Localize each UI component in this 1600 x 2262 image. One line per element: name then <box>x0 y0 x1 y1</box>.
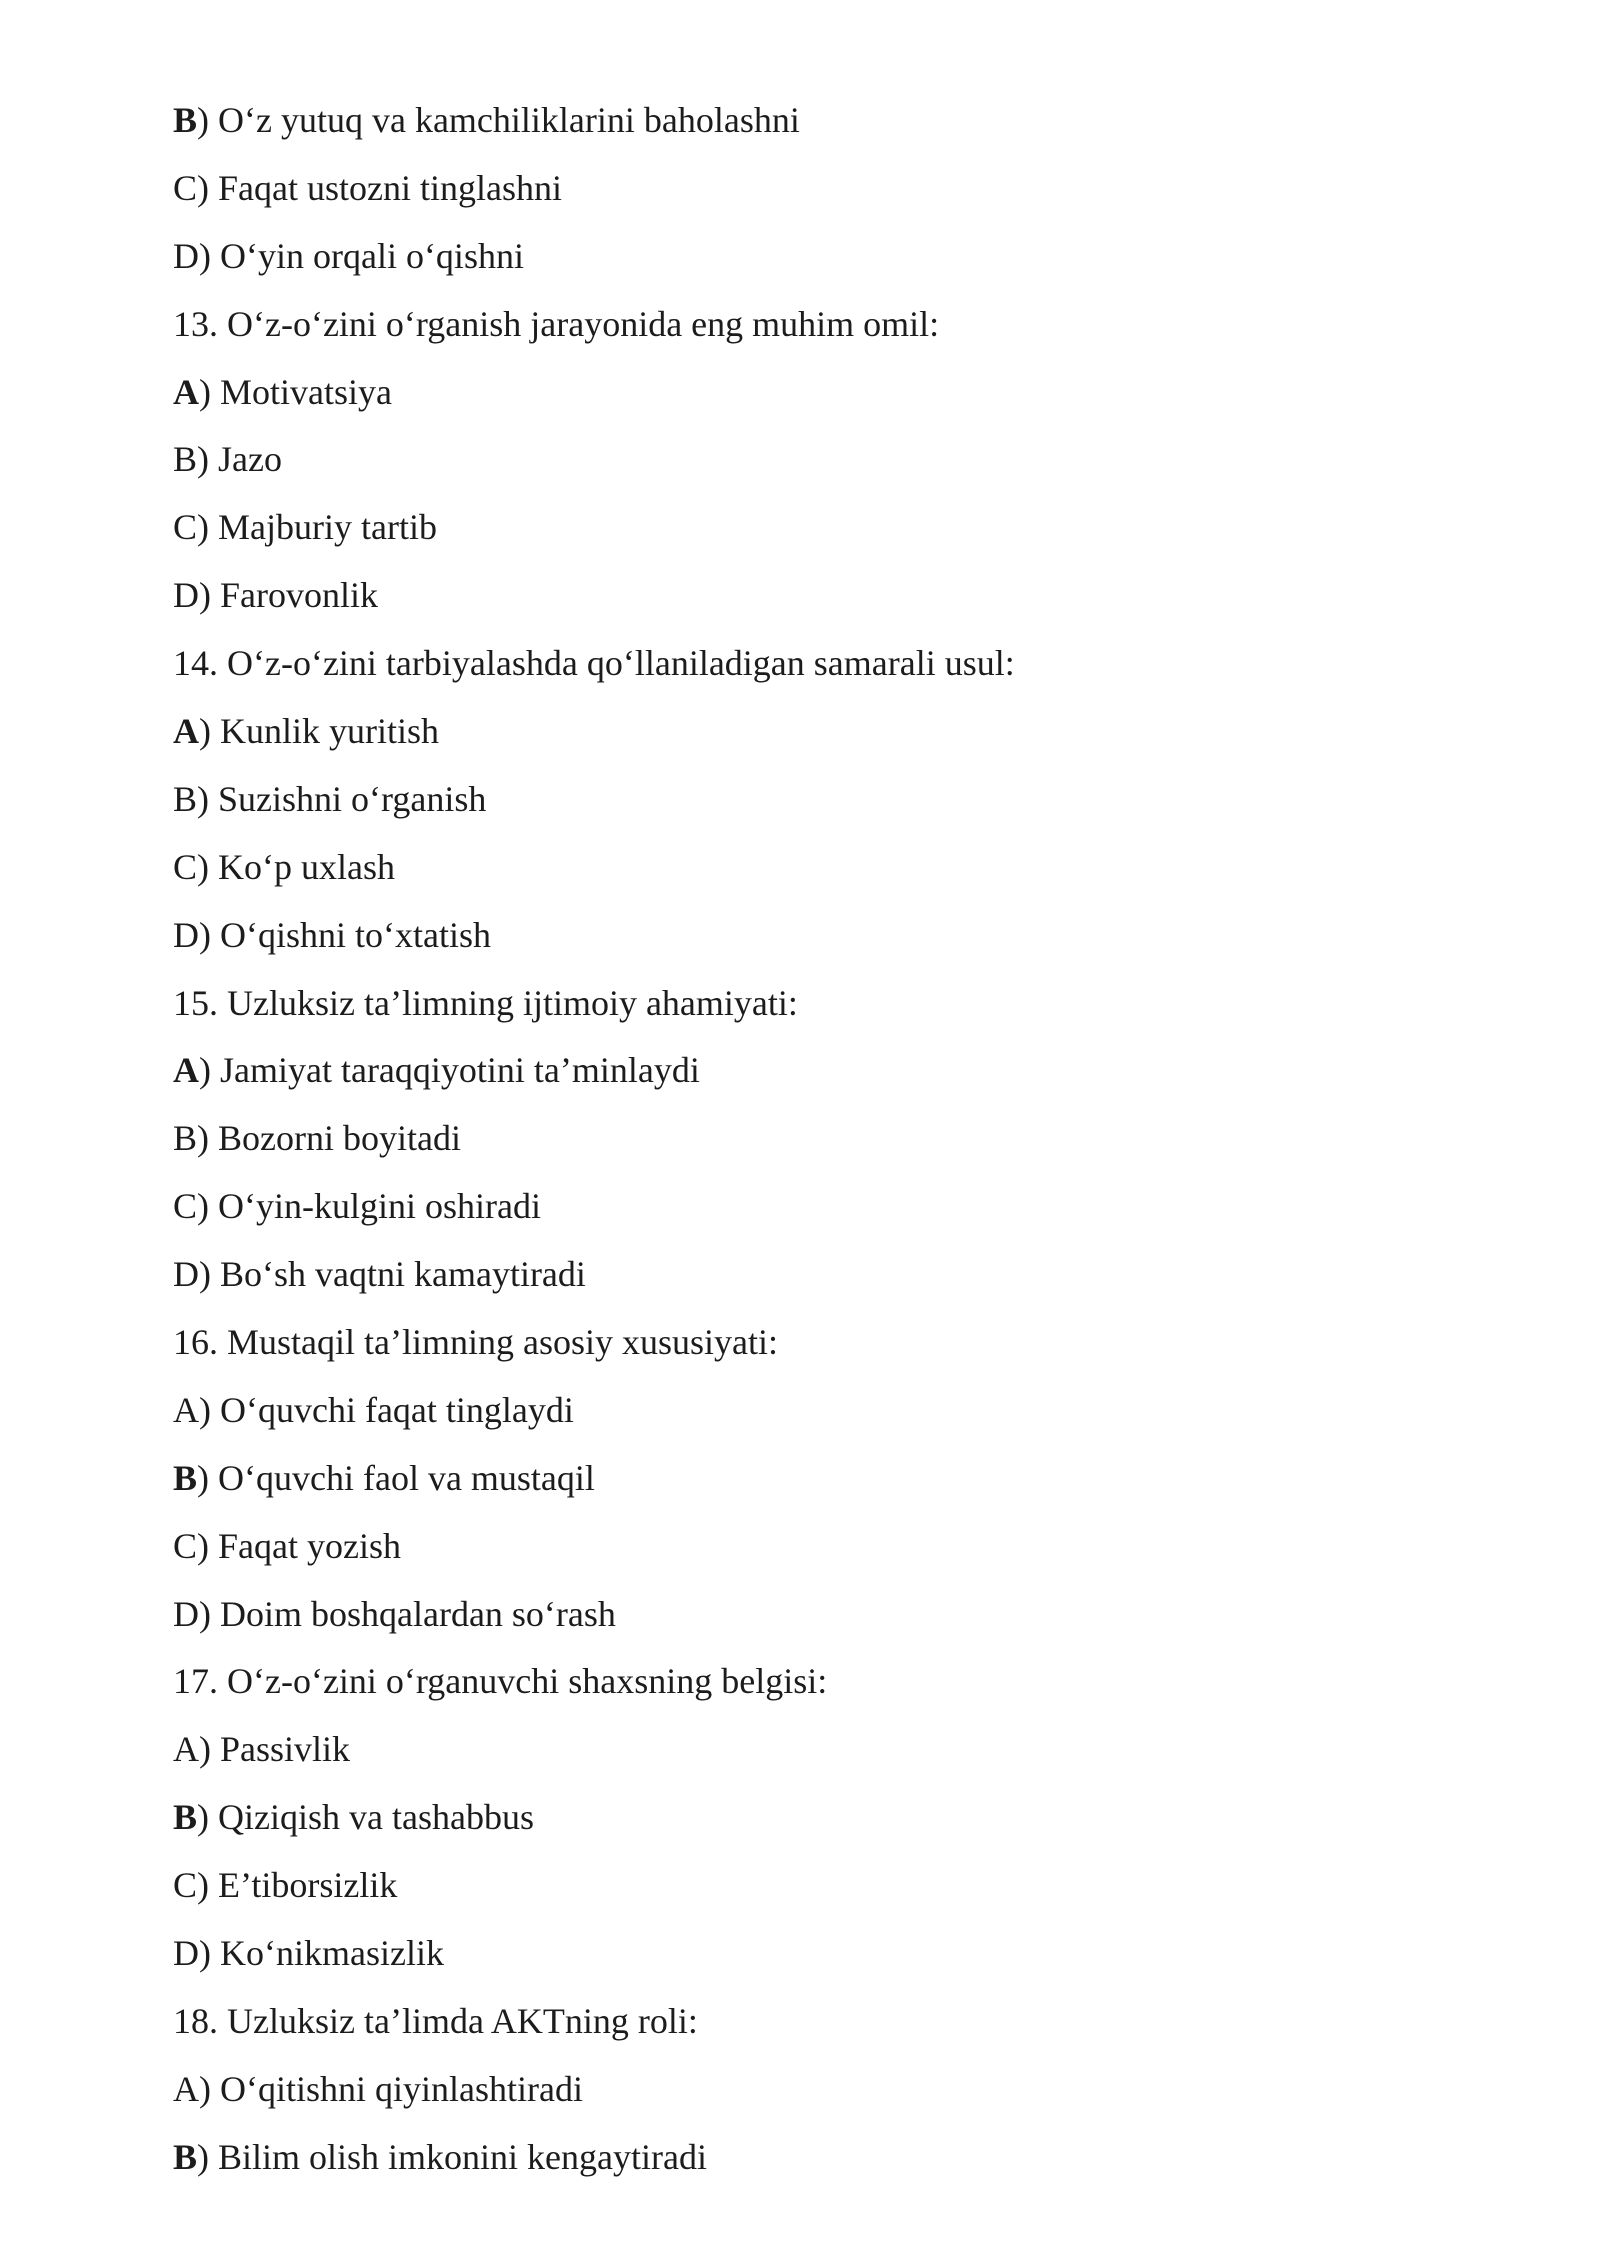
answer-option <box>173 427 1473 495</box>
question-text: 16. Mustaqil ta’limning asosiy xususiyati: <box>173 1322 778 1363</box>
answer-letter: C <box>173 1525 198 1566</box>
question-text: 18. Uzluksiz ta’limda AKTning roli: <box>173 2000 698 2041</box>
answer-letter: B <box>173 1118 198 1159</box>
answer-text: ) O‘quvchi faqat tinglaydi <box>199 1389 574 1430</box>
answer-letter: A <box>173 2068 199 2109</box>
answer-letter: C <box>173 1186 198 1227</box>
answer-letter: C <box>173 507 198 548</box>
answer-text: ) Ko‘p uxlash <box>197 846 395 887</box>
answer-option <box>173 563 1473 631</box>
answer-text: ) O‘z yutuq va kamchiliklarini baholashni <box>197 100 800 140</box>
answer-option <box>173 1582 1473 1650</box>
answer-option <box>173 88 1473 156</box>
answer-option <box>173 1446 1473 1514</box>
answer-text: ) Qiziqish va tashabbus <box>197 1797 534 1838</box>
answer-option <box>173 1921 1473 1989</box>
question-text: 15. Uzluksiz ta’limning ijtimoiy ahamiyati: <box>173 982 798 1023</box>
answer-letter: D <box>173 1254 199 1295</box>
answer-letter: A <box>173 1389 199 1430</box>
answer-option <box>173 1038 1473 1106</box>
answer-option <box>173 1514 1473 1582</box>
answer-text: ) Bozorni boyitadi <box>197 1118 461 1159</box>
correct-answer-letter: B <box>173 1457 198 1498</box>
answer-option <box>173 156 1473 224</box>
answer-text: ) Majburiy tartib <box>197 507 437 548</box>
answer-option <box>173 835 1473 903</box>
correct-answer-letter: A <box>173 711 199 752</box>
correct-answer-letter: A <box>173 371 199 412</box>
answer-text: ) O‘yin-kulgini oshiradi <box>197 1186 541 1227</box>
answer-option <box>173 903 1473 971</box>
question-text: 14. O‘z-o‘zini tarbiyalashda qo‘llaniladigan samarali usul: <box>173 643 1015 684</box>
correct-answer-letter: A <box>173 1050 199 1091</box>
answer-text: ) O‘yin orqali o‘qishni <box>199 235 524 276</box>
answer-letter: D <box>173 1593 199 1634</box>
answer-text: ) Jamiyat taraqqiyotini ta’minlaydi <box>199 1050 700 1091</box>
correct-answer-letter: B <box>173 100 198 140</box>
answer-text: ) Motivatsiya <box>199 371 392 412</box>
answer-text: ) Passivlik <box>199 1729 351 1770</box>
answer-letter: B <box>173 439 198 480</box>
answer-letter: D <box>173 914 199 955</box>
document-page <box>173 88 1473 2193</box>
answer-option <box>173 1717 1473 1785</box>
answer-text: ) Jazo <box>197 439 282 480</box>
question-text: 17. O‘z-o‘zini o‘rganuvchi shaxsning belgisi: <box>173 1661 828 1702</box>
answer-option <box>173 1174 1473 1242</box>
question-text: 13. O‘z-o‘zini o‘rganish jarayonida eng muhim omil: <box>173 303 940 344</box>
answer-option <box>173 2057 1473 2125</box>
answer-text: ) Bo‘sh vaqtni kamaytiradi <box>199 1254 586 1295</box>
answer-option <box>173 2125 1473 2193</box>
answer-option <box>173 1785 1473 1853</box>
answer-letter: C <box>173 167 198 208</box>
answer-letter: D <box>173 575 199 616</box>
answer-letter: D <box>173 1933 199 1974</box>
answer-text: ) Faqat ustozni tinglashni <box>197 167 562 208</box>
answer-text: ) O‘quvchi faol va mustaqil <box>197 1457 595 1498</box>
correct-answer-letter: B <box>173 2136 198 2177</box>
answer-option <box>173 1242 1473 1310</box>
answer-option <box>173 1378 1473 1446</box>
answer-text: ) Farovonlik <box>199 575 378 616</box>
answer-text: ) E’tiborsizlik <box>197 1865 398 1906</box>
answer-text: ) Kunlik yuritish <box>199 711 439 752</box>
answer-letter: C <box>173 1865 198 1906</box>
answer-letter: A <box>173 1729 199 1770</box>
answer-text: ) O‘qishni to‘xtatish <box>199 914 491 955</box>
answer-text: ) Suzishni o‘rganish <box>197 778 487 819</box>
answer-option <box>173 767 1473 835</box>
answer-text: ) Faqat yozish <box>197 1525 401 1566</box>
answer-option <box>173 699 1473 767</box>
answer-text: ) Bilim olish imkonini kengaytiradi <box>197 2136 707 2177</box>
answer-option <box>173 1106 1473 1174</box>
answer-option <box>173 495 1473 563</box>
answer-option <box>173 1853 1473 1921</box>
answer-text: ) Ko‘nikmasizlik <box>199 1933 444 1974</box>
question-list <box>173 88 1473 2193</box>
answer-option <box>173 224 1473 292</box>
answer-text: ) Doim boshqalardan so‘rash <box>199 1593 616 1634</box>
answer-text: ) O‘qitishni qiyinlashtiradi <box>199 2068 583 2109</box>
correct-answer-letter: B <box>173 1797 198 1838</box>
answer-letter: D <box>173 235 199 276</box>
answer-letter: C <box>173 846 198 887</box>
answer-option <box>173 360 1473 428</box>
answer-letter: B <box>173 778 198 819</box>
